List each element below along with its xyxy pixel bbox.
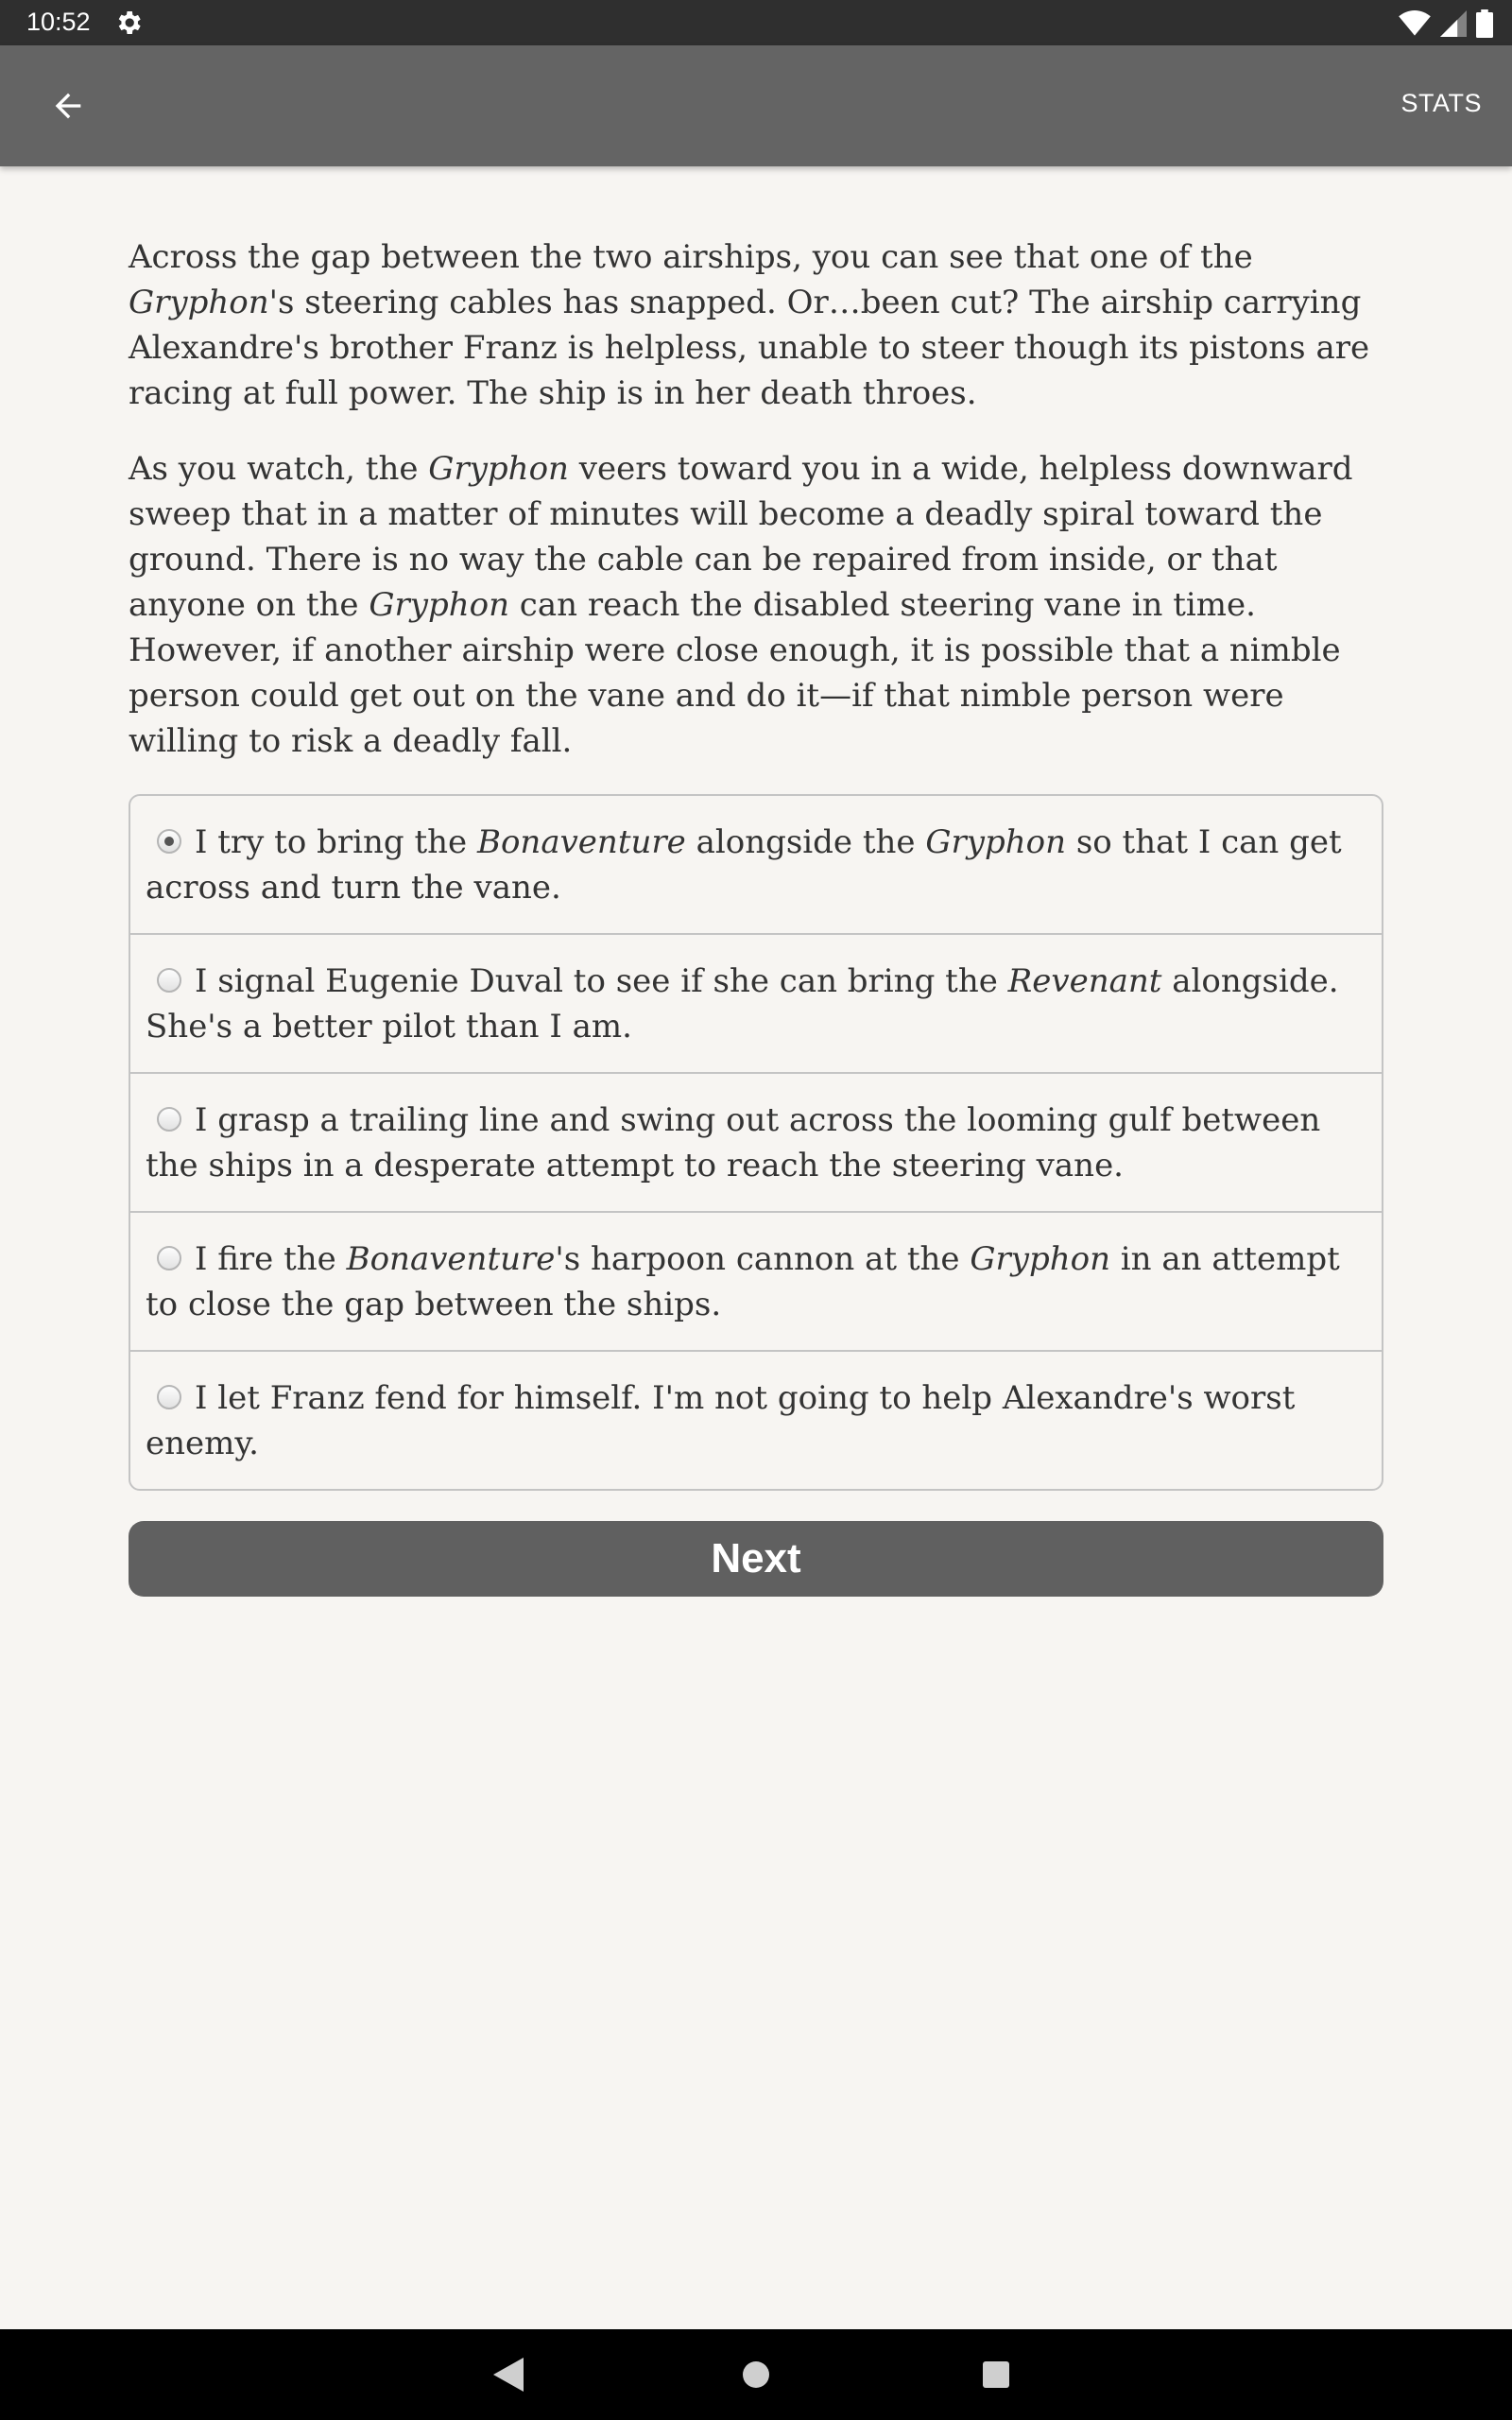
stats-button[interactable]: STATS [1400,89,1482,117]
next-button[interactable]: Next [129,1521,1383,1597]
radio-button[interactable] [157,968,181,993]
story-paragraph-2: As you watch, the Gryphon veers toward you in a wide, helpless downward sweep that in a matter of minutes will become a deadly spiral toward the ground. There is no way the cable can be repaired from inside, or that anyone on the Gryphon can reach the disabled steering vane in time. However, if another airship were close enough, it is possible that a nimble person could get out on the vane and do it—if that nimble person were willing to risk a deadly fall. [129,450,1353,760]
gear-icon [113,8,144,38]
status-bar [0,0,1512,45]
radio-button[interactable] [157,1107,181,1132]
nav-back-icon[interactable] [493,2358,524,2392]
wifi-icon [1399,10,1431,37]
choice-option-2[interactable]: I signal Eugenie Duval to see if she can bring the Revenant alongside. She's a better pilot than I am. [130,935,1382,1074]
choice-option-4[interactable]: I fire the Bonaventure's harpoon cannon at the Gryphon in an attempt to close the gap between the ships. [130,1213,1382,1352]
nav-home-icon[interactable] [743,2361,769,2388]
choice-option-3[interactable]: I grasp a trailing line and swing out across the looming gulf between the ships in a desperate attempt to reach the steering vane. [130,1074,1382,1213]
signal-icon [1440,10,1467,37]
radio-button-selected[interactable] [157,829,181,854]
story-paragraph-1: Across the gap between the two airships, you can see that one of the Gryphon's steering cables has snapped. Or…been cut? The airship carrying Alexandre's brother Franz is helpless, unable to steer though its pistons are racing at full power. The ship is in her death throes. [129,238,1370,412]
status-time: 10:52 [26,8,91,36]
choice-list [129,794,1383,1491]
nav-recents-icon[interactable] [983,2361,1009,2388]
choice-option-5[interactable]: I let Franz fend for himself. I'm not going to help Alexandre's worst enemy. [146,1379,1296,1462]
battery-icon [1476,9,1493,38]
story-content [129,234,1383,1597]
app-bar [0,45,1512,166]
navigation-bar [0,2329,1512,2420]
back-button[interactable] [38,79,98,132]
choice-option-1[interactable]: I try to bring the Bonaventure alongside the Gryphon so that I can get across and turn the vane. [130,796,1382,935]
arrow-left-icon [49,87,87,125]
radio-button[interactable] [157,1385,181,1409]
radio-button[interactable] [157,1246,181,1270]
